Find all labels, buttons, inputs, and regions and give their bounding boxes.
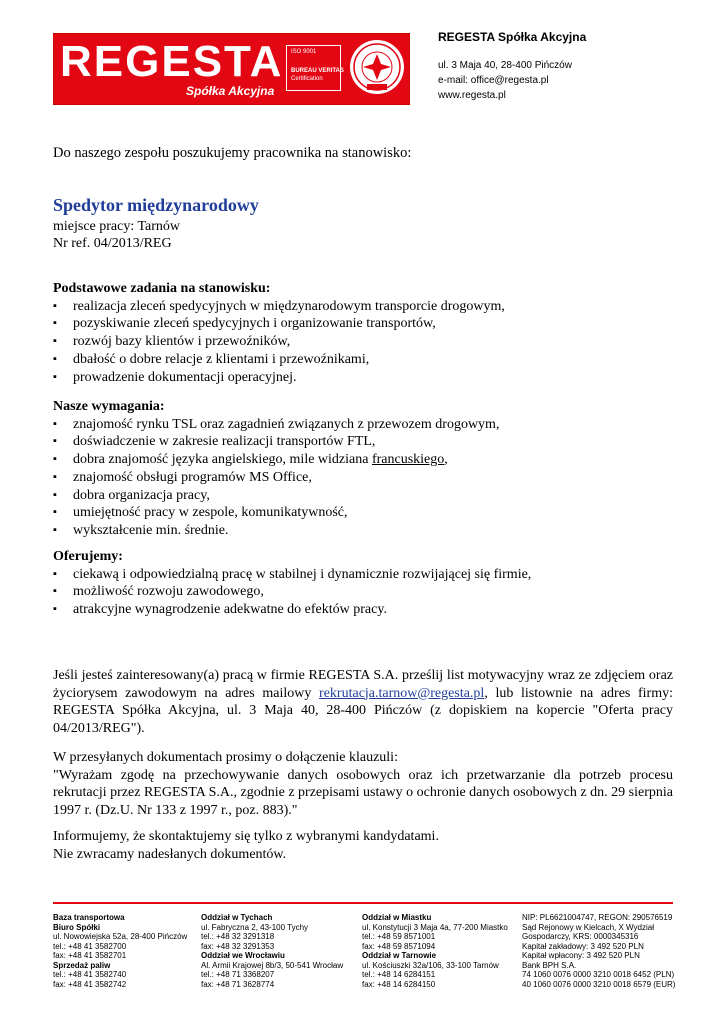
footer-heading: Oddział w Miastku [362,913,432,922]
list-item: ▪ doświadczenie w zakresie realizacji transportów FTL, [53,433,673,451]
footer-address: ul. Nowowiejska 52a, 28-400 Pińczów [53,932,188,941]
list-item: ▪ atrakcyjne wynagrodzenie adekwatne do efektów pracy. [53,601,673,619]
company-name: REGESTA Spółka Akcyjna [438,30,587,44]
apply-text-continued: , lub listownie na adres firmy: REGESTA Spółka Akcyjna, ul. 3 Maja 40, 28-400 Pińczów (z dopiskiem na kopercie "Oferta pracy 04/2013/REG"). [53,685,673,736]
clause-section [53,749,673,819]
letterhead [0,0,724,130]
footer-phone: tel.: +48 41 3582740 [53,970,127,979]
footer-address: ul. Konstytucji 3 Maja 4a, 77-200 Miastko [362,922,508,932]
clause-text: "Wyrażam zgodę na przechowywanie danych osobowych oraz ich przetwarzanie dla potrzeb procesu rekrutacji przez REGESTA S.A., zgodnie z przepisami ustawy o ochronie danych osobowych z dn. 29 sierpnia 1997 r. (Dz.U. Nr 133 z 1997 r., poz. 883)." [53,767,673,818]
company-website[interactable]: www.regesta.pl [438,90,506,101]
footer-divider [53,902,673,904]
footer-fax: fax: +48 71 3628774 [201,979,275,989]
duties-section [53,280,673,386]
requirements-list [53,416,673,540]
footer-fax: fax: +48 59 8571094 [362,941,436,951]
footer-phone: tel.: +48 41 3582700 [53,941,127,951]
list-item-text: dobra znajomość języka angielskiego, mile widziana [73,452,372,468]
closing-line-2: Nie zwracamy nadesłanych dokumentów. [53,846,287,862]
apply-text: Jeśli jesteś zainteresowany(a) pracą w firmie REGESTA S.A. prześlij list motywacyjny wraz ze zdjęciem oraz życiorysem zawodowym na adres mailowy [53,668,673,701]
company-address: ul. 3 Maja 40, 28-400 Pińczów [438,60,572,71]
list-item: ▪ wykształcenie min. średnie. [53,522,673,540]
job-meta [53,218,180,252]
footer-legal-line: Gospodarczy, KRS: 0000345316 [522,932,639,941]
list-item: ▪ umiejętność pracy w zespole, komunikatywność, [53,504,673,522]
job-reference: Nr ref. 04/2013/REG [53,236,172,251]
footer-address: Al. Armii Krajowej 8b/3, 50-541 Wrocław [201,960,344,970]
offer-list [53,566,673,619]
footer-phone: tel.: +48 32 3291318 [201,932,275,941]
duties-list [53,298,673,387]
footer-phone: tel.: +48 14 6284151 [362,970,436,979]
footer-legal-line: Kapitał zakładowy: 3 492 520 PLN [522,941,644,951]
list-item: ▪ realizacja zleceń spedycyjnych w międzynarodowym transporcie drogowym, [53,298,673,316]
footer-legal-line: 74 1060 0076 0000 3210 0018 6452 (PLN) [522,970,675,979]
footer-legal-line: Bank BPH S.A. [522,960,577,970]
recruitment-email-link[interactable]: rekrutacja.tarnow@regesta.pl [319,685,485,701]
underlined-word: francuskiego [371,452,445,468]
clause-intro: W przesyłanych dokumentach prosimy o dołączenie klauzuli: [53,750,398,765]
footer-legal-line: 40 1060 0076 0000 3210 0018 6579 (EUR) [522,979,676,989]
closing-section [53,828,673,863]
iso-standard-label: ISO 9001 [291,49,317,55]
logo-wordmark: REGESTA [60,37,284,86]
footer-col-headquarters [53,913,187,989]
bureau-veritas-seal-icon [347,37,407,97]
footer-heading: Baza transportowa [53,913,125,922]
company-email[interactable]: e-mail: office@regesta.pl [438,75,549,86]
footer-legal-line: NIP: PL6621004747, REGON: 290576519 [522,913,673,922]
company-contact-block [438,30,586,103]
regesta-logo [53,33,410,105]
footer-heading: Oddział w Tychach [201,913,273,922]
list-item: ▪ ciekawą i odpowiedzialną pracę w stabilnej i dynamicznie rozwijającej się firmie, [53,566,673,584]
list-item: ▪ dobra organizacja pracy, [53,487,673,505]
list-item: ▪ rozwój bazy klientów i przewoźników, [53,333,673,351]
iso-certification-badge [286,45,344,91]
offer-heading: Oferujemy: [53,549,123,564]
footer-heading: Sprzedaż paliw [53,960,111,970]
footer-phone: tel.: +48 59 8571001 [362,932,436,941]
list-item: ▪ prowadzenie dokumentacji operacyjnej. [53,369,673,387]
footer-legal-line: Kapitał wpłacony: 3 492 520 PLN [522,951,640,960]
list-item: ▪ dbałość o dobre relacje z klientami i przewoźnikami, [53,351,673,369]
closing-line-1: Informujemy, że skontaktujemy się tylko z wybranymi kandydatami. [53,829,439,844]
duties-heading: Podstawowe zadania na stanowisku: [53,281,271,296]
footer-fax: fax: +48 32 3291353 [201,941,275,951]
footer-heading: Oddział w Tarnowie [362,951,437,960]
footer-fax: fax: +48 41 3582701 [53,951,127,960]
footer-fax: fax: +48 14 6284150 [362,979,436,989]
footer-col-tychy-wroclaw [201,913,343,989]
requirements-section [53,398,673,540]
requirements-heading: Nasze wymagania: [53,399,165,414]
footer-legal-line: Sąd Rejonowy w Kielcach, X Wydział [522,922,654,932]
iso-certifier-label: BUREAU VERITAS [291,68,344,74]
application-instructions [53,667,673,737]
logo-subtitle: Spółka Akcyjna [186,84,275,98]
punctuation: , [444,452,448,468]
footer-heading: Oddział we Wrocławiu [201,951,285,960]
job-location: miejsce pracy: Tarnów [53,219,181,234]
footer-col-miastko-tarnow [362,913,508,989]
footer-address: ul. Kościuszki 32a/106, 33-100 Tarnów [362,960,499,970]
job-title: Spedytor międzynarodowy [53,195,259,215]
iso-certification-label: Certification [291,76,323,82]
footer-phone: tel.: +48 71 3368207 [201,970,275,979]
footer-subheading: Biuro Spółki [53,922,101,932]
list-item [53,451,673,469]
footer-address: ul. Fabryczna 2, 43-100 Tychy [201,922,309,932]
footer-col-legal [522,913,675,989]
offer-section [53,548,673,619]
list-item: ▪ znajomość obsługi programów MS Office, [53,469,673,487]
footer-fax: fax: +48 41 3582742 [53,979,127,989]
list-item: ▪ możliwość rozwoju zawodowego, [53,583,673,601]
intro-text: Do naszego zespołu poszukujemy pracownika na stanowisko: [53,145,412,161]
list-item: ▪ znajomość rynku TSL oraz zagadnień związanych z przewozem drogowym, [53,416,673,434]
list-item: ▪ pozyskiwanie zleceń spedycyjnych i organizowanie transportów, [53,315,673,333]
